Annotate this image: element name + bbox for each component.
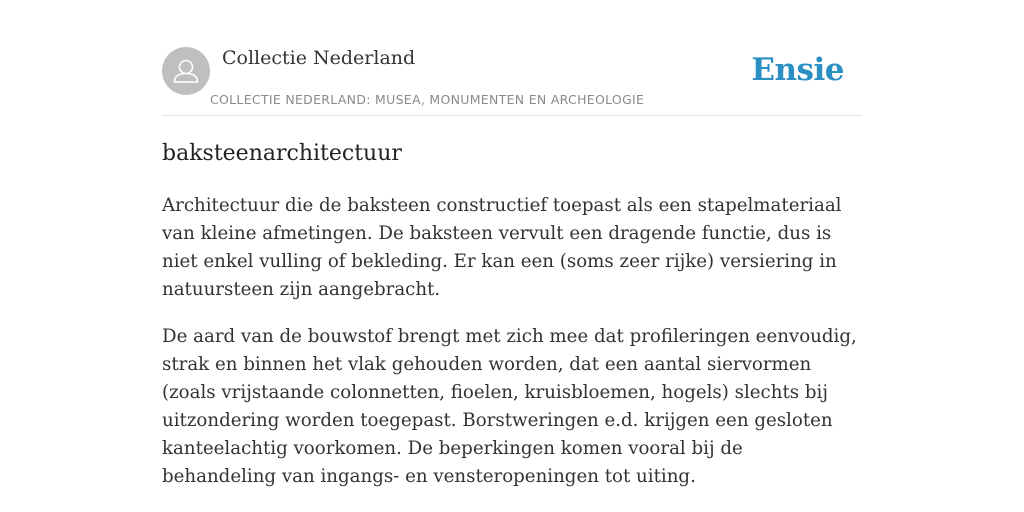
user-silhouette-icon bbox=[162, 47, 210, 95]
source-name-link[interactable]: Collectie Nederland bbox=[222, 47, 416, 69]
article-paragraph: De aard van de bouwstof brengt met zich mee dat profileringen eenvoudig, strak en binnen het vlak gehouden worden, dat een aantal siervormen (zoals vrijstaande colonnetten, fioelen, kruisbloemen, hogels) slechts bij uitzondering worden toegepast. Borstweringen e.d. krijgen een gesloten kanteelachtig voorkomen. De beperkingen komen vooral bij de behandeling van ingangs- en vensteropeningen tot uiting. bbox=[162, 326, 857, 487]
article-body bbox=[162, 192, 862, 510]
source-subtitle: COLLECTIE NEDERLAND: MUSEA, MONUMENTEN EN ARCHEOLOGIE bbox=[210, 92, 645, 107]
article-paragraph: Architectuur die de baksteen constructief toepast als een stapelmateriaal van kleine afmetingen. De baksteen vervult een dragende functie, dus is niet enkel vulling of bekleding. Er kan een (soms zeer rijke) versiering in natuursteen zijn aangebracht. bbox=[162, 195, 842, 300]
source-avatar[interactable] bbox=[162, 47, 210, 95]
page-title: baksteenarchitectuur bbox=[162, 141, 402, 166]
ensie-logo[interactable]: Ensie bbox=[751, 52, 844, 88]
source-header bbox=[162, 46, 862, 116]
